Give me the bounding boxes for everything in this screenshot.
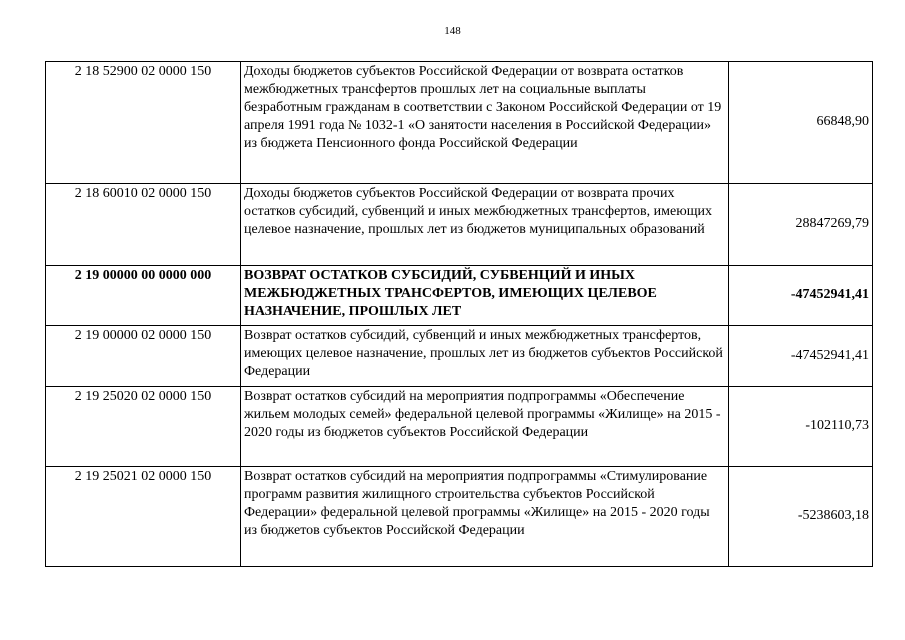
budget-code-cell: 2 18 52900 02 0000 150 <box>46 62 241 184</box>
page-number: 148 <box>444 25 461 37</box>
amount-cell: -47452941,41 <box>729 326 873 387</box>
amount-cell: -102110,73 <box>729 387 873 467</box>
table-row <box>46 387 873 467</box>
table-row <box>46 467 873 567</box>
budget-code-cell: 2 19 25021 02 0000 150 <box>46 467 241 567</box>
revenue-name-cell: Возврат остатков субсидий на мероприятия подпрограммы «Стимулирование программ развития жилищного строительства субъектов Российской Федерации» федеральной целевой программы «Жилище» на 2015 - 2020 годы из бюджетов субъектов Российской Федерации <box>241 467 729 567</box>
revenue-name-cell: Возврат остатков субсидий на мероприятия подпрограммы «Обеспечение жильем молодых семей» федеральной целевой программы «Жилище» на 2015 - 2020 годы из бюджетов субъектов Российской Федерации <box>241 387 729 467</box>
revenue-name-cell: ВОЗВРАТ ОСТАТКОВ СУБСИДИЙ, СУБВЕНЦИЙ И ИНЫХ МЕЖБЮДЖЕТНЫХ ТРАНСФЕРТОВ, ИМЕЮЩИХ ЦЕЛЕВОЕ НАЗНАЧЕНИЕ, ПРОШЛЫХ ЛЕТ <box>241 266 729 326</box>
budget-code-cell: 2 19 00000 00 0000 000 <box>46 266 241 326</box>
amount-cell: 66848,90 <box>729 62 873 184</box>
table-row-section-total <box>46 266 873 326</box>
revenue-name-cell: Возврат остатков субсидий, субвенций и иных межбюджетных трансфертов, имеющих целевое назначение, прошлых лет из бюджетов субъектов Российской Федерации <box>241 326 729 387</box>
table-row <box>46 326 873 387</box>
budget-revenue-table <box>45 61 873 567</box>
table-row <box>46 184 873 266</box>
budget-code-cell: 2 19 25020 02 0000 150 <box>46 387 241 467</box>
amount-cell: -47452941,41 <box>729 266 873 326</box>
amount-cell: 28847269,79 <box>729 184 873 266</box>
amount-cell: -5238603,18 <box>729 467 873 567</box>
revenue-name-cell: Доходы бюджетов субъектов Российской Федерации от возврата остатков межбюджетных трансфертов прошлых лет на социальные выплаты безработным гражданам в соответствии с Законом Российской Федерации от 19 апреля 1991 года № 1032-1 «О занятости населения в Российской Федерации» из бюджета Пенсионного фонда Российской Федерации <box>241 62 729 184</box>
budget-code-cell: 2 19 00000 02 0000 150 <box>46 326 241 387</box>
table-row <box>46 62 873 184</box>
budget-code-cell: 2 18 60010 02 0000 150 <box>46 184 241 266</box>
revenue-name-cell: Доходы бюджетов субъектов Российской Федерации от возврата прочих остатков субсидий, субвенций и иных межбюджетных трансфертов, имеющих целевое назначение, прошлых лет из бюджетов муниципальных образований <box>241 184 729 266</box>
